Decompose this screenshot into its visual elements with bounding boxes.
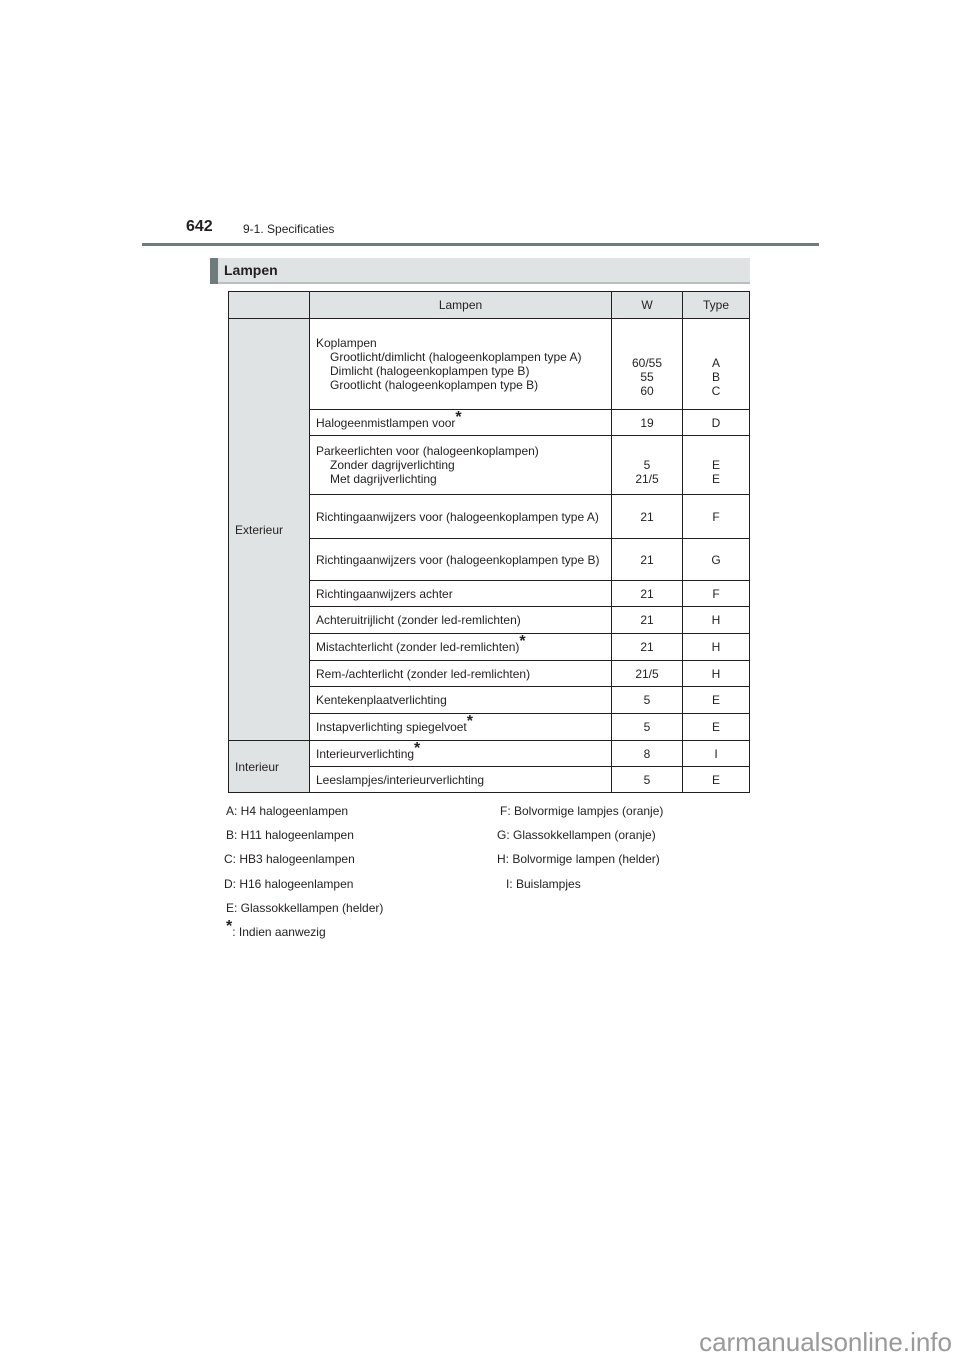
w-cell: 21/5 [612, 661, 683, 687]
w-cell: 5 [612, 687, 683, 714]
legend-item: E: Glassokkellampen (helder) [226, 901, 384, 915]
asterisk: * [519, 633, 526, 650]
legend-item: I: Buislampjes [506, 877, 581, 891]
w-cell: 5 [612, 714, 683, 741]
type-cell: F [683, 581, 750, 607]
lamp-cell [310, 410, 612, 436]
legend-item: D: H16 halogeenlampen [224, 877, 354, 891]
type-cell: H [683, 634, 750, 661]
lamp-label: Mistachterlicht (zonder led-remlichten) [316, 640, 520, 654]
group-exterieur: Exterieur [229, 319, 310, 741]
type-cell: H [683, 661, 750, 687]
w-value: 55 [640, 370, 654, 384]
section-heading-bar [210, 258, 750, 284]
asterisk: * [226, 918, 233, 935]
legend-item: H: Bolvormige lampen (helder) [497, 852, 660, 866]
w-value: 5 [643, 458, 651, 472]
type-cell [683, 436, 750, 495]
w-cell: 8 [612, 741, 683, 767]
lamp-table [228, 291, 750, 793]
lamp-cell: Kentekenplaatverlichting [310, 687, 612, 714]
w-cell: 21 [612, 495, 683, 539]
w-cell: 21 [612, 539, 683, 581]
type-value: C [711, 384, 721, 398]
lamp-cell [310, 436, 612, 495]
type-value: A [711, 356, 720, 370]
page-number: 642 [186, 218, 213, 235]
lamp-label: Interieurverlichting [316, 746, 415, 761]
lamp-line: Grootlicht (halogeenkoplampen type B) [330, 378, 539, 392]
type-cell: E [683, 687, 750, 714]
legend-item: B: H11 halogeenlampen [226, 828, 354, 842]
type-cell: E [683, 767, 750, 793]
w-cell: 21 [612, 607, 683, 634]
section-heading: Lampen [224, 262, 278, 278]
lamp-cell: Richtingaanwijzers voor (halogeenkoplampen type B) [310, 539, 612, 581]
type-value: E [711, 472, 720, 486]
legend-item: C: HB3 halogeenlampen [224, 852, 355, 866]
lamp-cell [310, 714, 612, 741]
heading-accent [210, 258, 218, 284]
type-cell: G [683, 539, 750, 581]
table-row [229, 741, 750, 767]
w-value: 21/5 [635, 472, 659, 486]
lamp-line: Dimlicht (halogeenkoplampen type B) [330, 364, 530, 378]
w-cell: 21 [612, 634, 683, 661]
lamp-cell: Achteruitrijlicht (zonder led-remlichten) [310, 607, 612, 634]
lamp-line: Zonder dagrijverlichting [330, 458, 455, 472]
lamp-title: Parkeerlichten voor (halogeenkoplampen) [316, 444, 539, 458]
w-cell [612, 319, 683, 410]
type-cell: F [683, 495, 750, 539]
legend-item: F: Bolvormige lampjes (oranje) [500, 804, 664, 818]
w-cell: 5 [612, 767, 683, 793]
table-row [229, 319, 750, 410]
table-header-row [229, 292, 750, 319]
footnote [226, 918, 326, 939]
asterisk: * [455, 408, 462, 426]
legend-item: A: H4 halogeenlampen [226, 804, 349, 818]
type-cell: I [683, 741, 750, 767]
lamp-line: Grootlicht/dimlicht (halogeenkoplampen type A) [330, 350, 582, 364]
header-blank [229, 292, 310, 319]
header-lampen: Lampen [310, 292, 612, 319]
type-value: B [711, 370, 720, 384]
lamp-cell: Richtingaanwijzers voor (halogeenkoplampen type A) [310, 495, 612, 539]
w-value: 60/55 [631, 356, 663, 370]
lamp-cell [310, 634, 612, 661]
w-cell: 21 [612, 581, 683, 607]
asterisk: * [414, 739, 421, 757]
watermark: carmanualsonline.info [699, 1327, 952, 1357]
w-cell: 19 [612, 410, 683, 436]
type-value: E [711, 458, 720, 472]
legend-item: G: Glassokkellampen (oranje) [497, 828, 656, 842]
lamp-cell [310, 741, 612, 767]
asterisk: * [466, 713, 473, 730]
lamp-cell [310, 319, 612, 410]
lamp-cell: Richtingaanwijzers achter [310, 581, 612, 607]
type-cell: H [683, 607, 750, 634]
lamp-label: Halogeenmistlampen voor [316, 415, 456, 430]
lamp-cell: Rem-/achterlicht (zonder led-remlichten) [310, 661, 612, 687]
header-rule [142, 243, 819, 246]
type-cell [683, 319, 750, 410]
type-cell: D [683, 410, 750, 436]
section-title: 9-1. Specificaties [243, 222, 335, 236]
group-interieur: Interieur [229, 741, 310, 793]
header-w: W [612, 292, 683, 319]
w-value: 60 [640, 384, 654, 398]
lamp-line: Met dagrijverlichting [330, 472, 437, 486]
type-cell: E [683, 714, 750, 741]
lamp-label: Instapverlichting spiegelvoet [316, 720, 467, 734]
w-cell [612, 436, 683, 495]
lamp-cell: Leeslampjes/interieurverlichting [310, 767, 612, 793]
lamp-title: Koplampen [316, 336, 377, 350]
header-type: Type [683, 292, 750, 319]
footnote-text: : Indien aanwezig [232, 925, 326, 939]
